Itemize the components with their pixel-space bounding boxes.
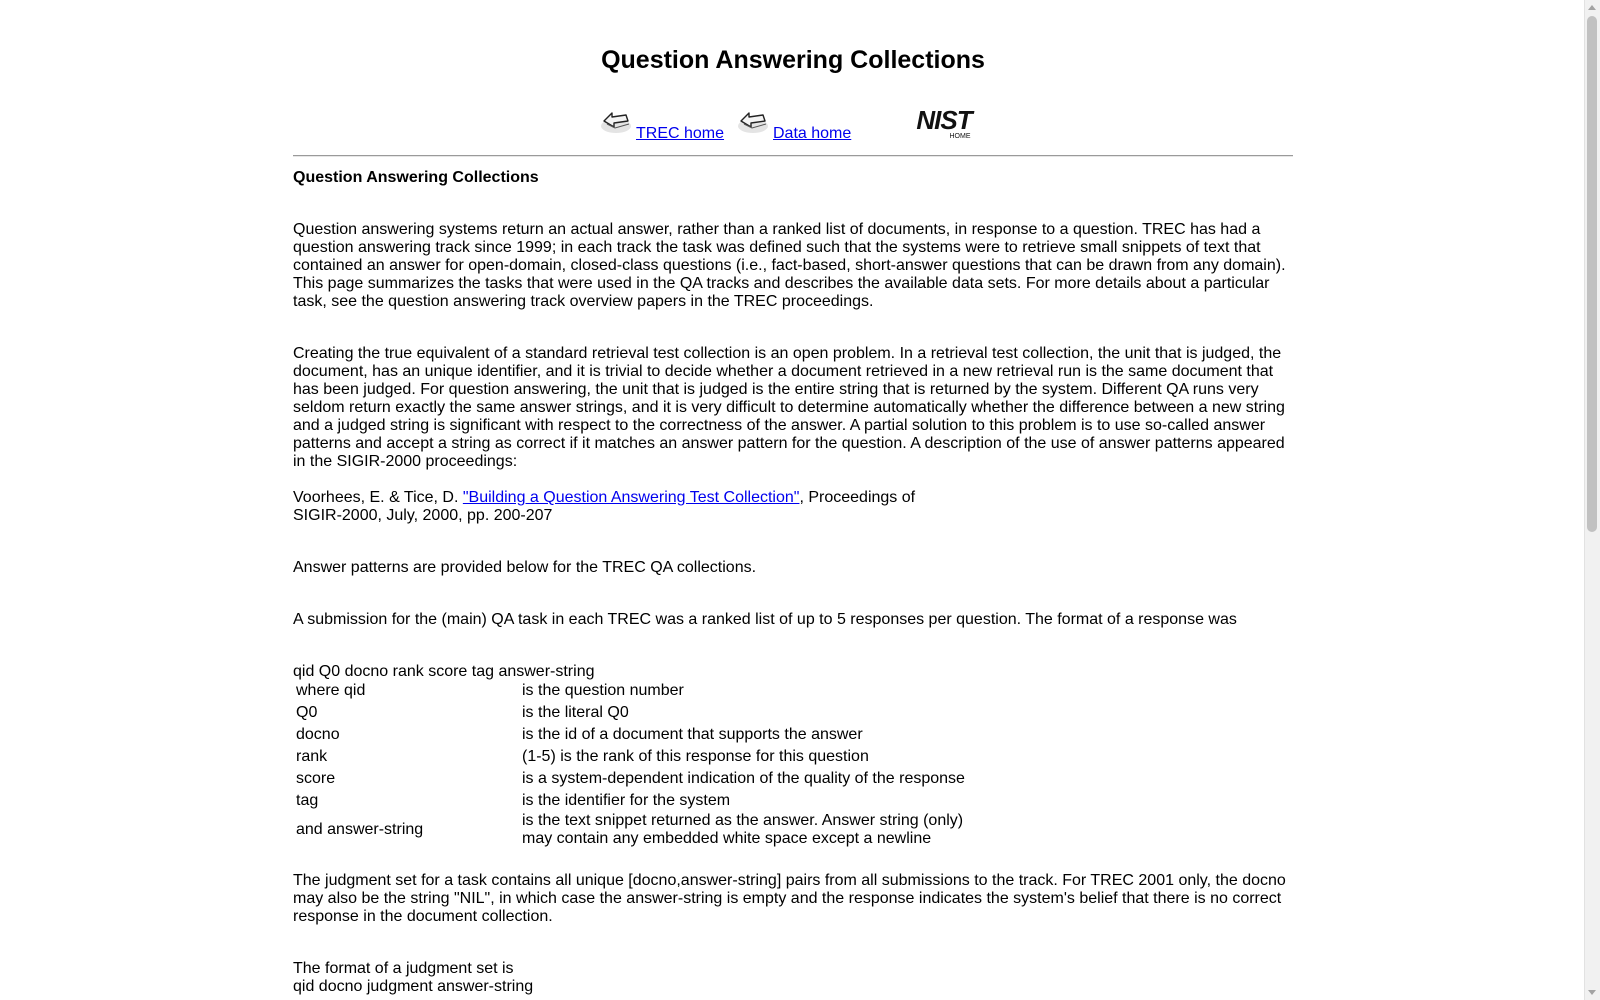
format-term: score <box>296 770 336 787</box>
table-row <box>293 790 968 812</box>
format-description: is the identifier for the system <box>522 792 731 809</box>
judgment-format-paragraph <box>293 960 1293 996</box>
format-term: docno <box>296 726 340 743</box>
format-description: is the question number <box>522 682 684 699</box>
judgment-format-line: qid docno judgment answer-string <box>293 978 534 995</box>
nist-logo-sub: HOME <box>949 133 971 140</box>
judgment-set-paragraph: The judgment set for a task contains all unique [docno,answer-string] pairs from all submissions to the track. For TREC 2001 only, the docno may also be the string "NIL", in which case the answer-string is empty and the response indicates the system's belief that there is no correct response in the document collection. <box>293 872 1286 925</box>
data-home-link[interactable]: Data home <box>773 125 852 142</box>
format-description-line: may contain any embedded white space except a newline <box>522 830 932 847</box>
format-description: is the id of a document that supports the answer <box>522 726 863 743</box>
scroll-down-arrow-icon[interactable] <box>1588 990 1596 995</box>
citation-link[interactable]: "Building a Question Answering Test Collection" <box>462 489 800 506</box>
back-arrow-icon[interactable] <box>735 104 771 136</box>
table-row <box>293 724 968 746</box>
nist-logo-text: NIST <box>916 106 972 135</box>
table-row <box>293 702 968 724</box>
table-row <box>293 746 968 768</box>
vertical-scrollbar[interactable] <box>1584 0 1600 1000</box>
nist-logo[interactable] <box>904 106 984 140</box>
intro-paragraph: Question answering systems return an actual answer, rather than a ranked list of documents, in response to a question. TREC has had a question answering track since 1999; in each track the task was defined such that the systems were to retrieve small snippets of text that contained an answer for open-domain, closed-class questions (i.e., fact-based, short-answer questions that can be drawn from any domain). This page summarizes the tasks that were used in the QA tracks and describes the available data sets. For more details about a particular task, see the question answering track overview papers in the TREC proceedings. <box>293 221 1286 310</box>
citation <box>293 489 1293 525</box>
format-term: and answer-string <box>296 821 424 838</box>
submission-paragraph: A submission for the (main) QA task in each TREC was a ranked list of up to 5 responses per question. The format of a response was <box>293 611 1237 628</box>
page-title: Question Answering Collections <box>601 46 985 74</box>
table-row <box>293 768 968 790</box>
citation-venue: , Proceedings of <box>799 489 916 506</box>
format-term: rank <box>296 748 328 765</box>
format-description <box>519 812 968 848</box>
table-row <box>293 812 968 848</box>
scrollbar-thumb[interactable] <box>1587 16 1597 532</box>
format-term: tag <box>296 792 319 809</box>
format-description: is a system-dependent indication of the quality of the response <box>522 770 965 787</box>
citation-details: SIGIR-2000, July, 2000, pp. 200-207 <box>293 507 553 524</box>
scroll-up-arrow-icon[interactable] <box>1588 5 1596 10</box>
format-term: Q0 <box>296 704 318 721</box>
format-term: where qid <box>296 682 366 699</box>
format-description: is the literal Q0 <box>522 704 629 721</box>
back-arrow-icon[interactable] <box>598 104 634 136</box>
judgment-format-intro: The format of a judgment set is <box>293 960 514 977</box>
response-format-table <box>293 680 968 848</box>
table-row <box>293 680 968 702</box>
problem-paragraph: Creating the true equivalent of a standard retrieval test collection is an open problem. In a retrieval test collection, the unit that is judged, the document, has an unique identifier, and it is trivial to decide whether a document retrieved in a new retrieval run is the same document that has been judged. For question answering, the unit that is judged is the entire string that is returned by the system. Different QA runs very seldom return exactly the same answer strings, and it is very difficult to determine automatically whether the difference between a new string and a judged string is significant with respect to the correctness of the answer. A partial solution to this problem is to use so-called answer patterns and accept a string as correct if it matches an answer pattern for the question. A description of the use of answer patterns appeared in the SIGIR-2000 proceedings: <box>293 345 1285 470</box>
format-description: (1-5) is the rank of this response for this question <box>522 748 869 765</box>
trec-home-link[interactable]: TREC home <box>636 125 725 142</box>
format-description-line: is the text snippet returned as the answer. Answer string (only) <box>522 812 964 829</box>
citation-authors: Voorhees, E. & Tice, D. <box>293 489 463 506</box>
section-title: Question Answering Collections <box>293 169 539 186</box>
response-format-line: qid Q0 docno rank score tag answer-string <box>293 663 595 680</box>
answer-patterns-paragraph: Answer patterns are provided below for the TREC QA collections. <box>293 559 757 576</box>
nav-bar <box>293 104 1293 148</box>
header-divider <box>293 155 1293 157</box>
